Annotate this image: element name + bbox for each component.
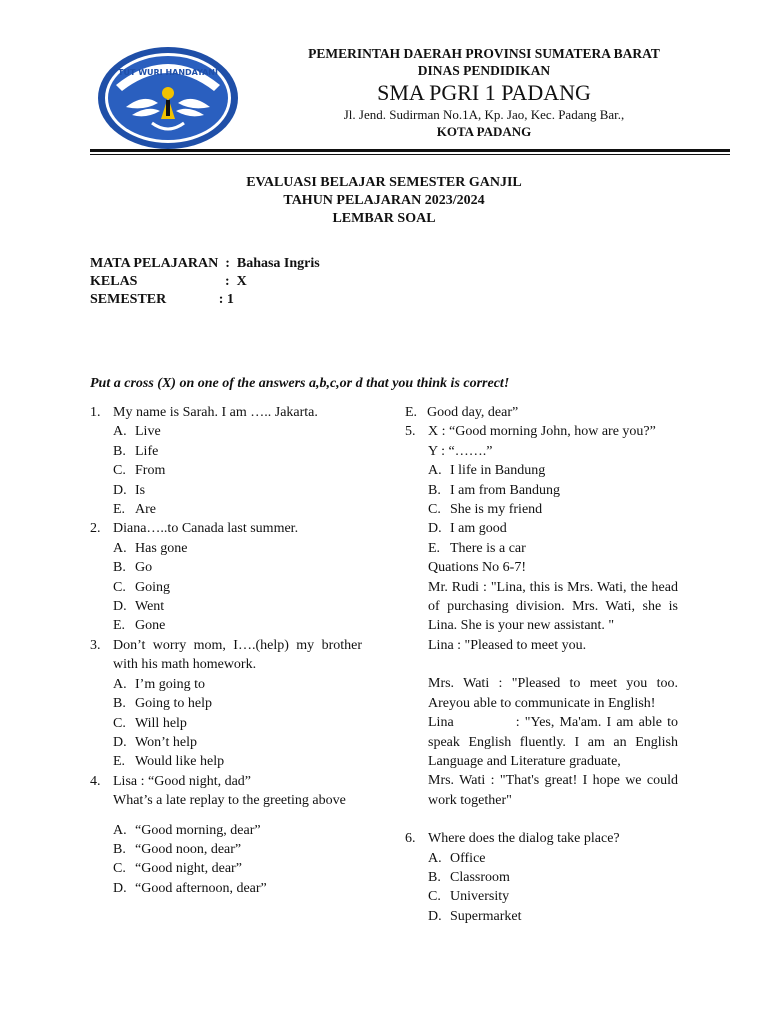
- option[interactable]: B. Classroom: [428, 869, 510, 885]
- option[interactable]: A. I life in Bandung: [428, 463, 546, 479]
- exam-title-line3: LEMBAR SOAL: [332, 211, 436, 226]
- instruction: Put a cross (X) on one of the answers a,b,c,or d that you think is correct!: [90, 376, 510, 391]
- school-name: SMA PGRI 1 PADANG: [377, 80, 591, 105]
- option[interactable]: D. Supermarket: [428, 908, 522, 924]
- question-stem-2: What’s a late replay to the greeting above: [113, 793, 346, 809]
- question-number: 4.: [90, 773, 101, 789]
- option[interactable]: C. From: [113, 463, 166, 479]
- letterhead: [300, 45, 668, 140]
- header-divider-thick: [90, 149, 730, 152]
- option[interactable]: C. University: [428, 889, 510, 905]
- option[interactable]: E. Would like help: [113, 754, 225, 770]
- question-number: 1.: [90, 405, 101, 420]
- school-address: Jl. Jend. Sudirman No.1A, Kp. Jao, Kec. Padang Bar.,: [343, 107, 625, 122]
- option[interactable]: B. Go: [113, 560, 153, 576]
- meta-semester: SEMESTER : 1: [90, 292, 234, 307]
- exam-meta: [90, 255, 490, 309]
- question-1: [90, 403, 362, 422]
- question-6: [405, 829, 678, 848]
- option[interactable]: A. Office: [428, 850, 486, 866]
- option[interactable]: D. “Good afternoon, dear”: [113, 880, 267, 896]
- question-3: [90, 636, 362, 675]
- option[interactable]: B. Life: [113, 443, 159, 459]
- question-stem: Don’t worry mom, I….(help) my brother with his math homework.: [113, 637, 362, 673]
- dialog-line: Lina : "Yes, Ma'am. I am able to speak English fluently. I am an English Language and Literature graduate,: [428, 715, 682, 769]
- question-number: 5.: [405, 424, 416, 440]
- option[interactable]: B. Going to help: [113, 696, 212, 712]
- question-number: 2.: [90, 521, 101, 537]
- school-logo-tut-wuri-handayani: [96, 45, 240, 151]
- option[interactable]: C. Will help: [113, 715, 187, 731]
- option[interactable]: E. Are: [113, 502, 156, 518]
- dialog-line: Mr. Rudi : "Lina, this is Mrs. Wati, the head of purchasing division. Mrs. Wati, she is Lina. She is your new assistant. ": [428, 579, 678, 634]
- option[interactable]: A. “Good morning, dear”: [113, 822, 261, 838]
- dialog-heading: Quations No 6-7!: [428, 560, 526, 576]
- option[interactable]: A. Has gone: [113, 540, 188, 556]
- option[interactable]: C. She is my friend: [428, 502, 543, 518]
- option[interactable]: D. Went: [113, 599, 165, 615]
- option[interactable]: B. “Good noon, dear”: [113, 841, 242, 857]
- question-number: 3.: [90, 637, 101, 653]
- dialog-line: Mrs. Wati : "Pleased to meet you too. Areyou able to communicate in English!: [428, 676, 678, 711]
- questions-left-column: [90, 403, 362, 898]
- option[interactable]: B. I am from Bandung: [428, 482, 561, 498]
- question-4: [90, 772, 362, 811]
- government-name: PEMERINTAH DAERAH PROVINSI SUMATERA BARAT: [308, 46, 660, 61]
- school-city: KOTA PADANG: [436, 124, 532, 139]
- exam-title-line2: TAHUN PELAJARAN 2023/2024: [283, 193, 485, 208]
- logo-text: TUT WURI HANDAYANI: [118, 68, 218, 77]
- option[interactable]: D. Won’t help: [113, 734, 197, 750]
- option[interactable]: C. “Good night, dear”: [113, 861, 242, 877]
- option[interactable]: A. I’m going to: [113, 676, 205, 692]
- option[interactable]: E. Gone: [113, 618, 166, 634]
- dialog-line: Lina : "Pleased to meet you.: [428, 637, 587, 653]
- meta-subject: MATA PELAJARAN : Bahasa Ingris: [90, 256, 320, 271]
- option[interactable]: D. I am good: [428, 521, 507, 537]
- exam-title-line1: EVALUASI BELAJAR SEMESTER GANJIL: [246, 175, 522, 190]
- exam-title: [90, 174, 678, 228]
- question-stem-2: Y : “…….”: [428, 443, 493, 459]
- meta-class: KELAS : X: [90, 274, 247, 289]
- header-divider-thin: [90, 154, 730, 155]
- option[interactable]: D. Is: [113, 482, 146, 498]
- question-5: [405, 422, 678, 461]
- question-2: [90, 519, 362, 538]
- question-stem: Diana…..to Canada last summer.: [113, 521, 299, 537]
- question-stem: Lisa : “Good night, dad”: [113, 773, 252, 789]
- option[interactable]: E. Good day, dear”: [405, 405, 519, 420]
- option[interactable]: E. There is a car: [428, 540, 526, 556]
- dialog-line: Mrs. Wati : "That's great! I hope we could work together": [428, 773, 678, 808]
- option[interactable]: A. Live: [113, 424, 161, 440]
- question-stem: My name is Sarah. I am ….. Jakarta.: [113, 405, 318, 420]
- option[interactable]: C. Going: [113, 579, 170, 595]
- question-stem: X : “Good morning John, how are you?”: [428, 424, 656, 440]
- question-stem: Where does the dialog take place?: [428, 831, 620, 847]
- questions-right-column: [405, 403, 682, 926]
- question-number: 6.: [405, 831, 416, 847]
- department-name: DINAS PENDIDIKAN: [417, 63, 551, 78]
